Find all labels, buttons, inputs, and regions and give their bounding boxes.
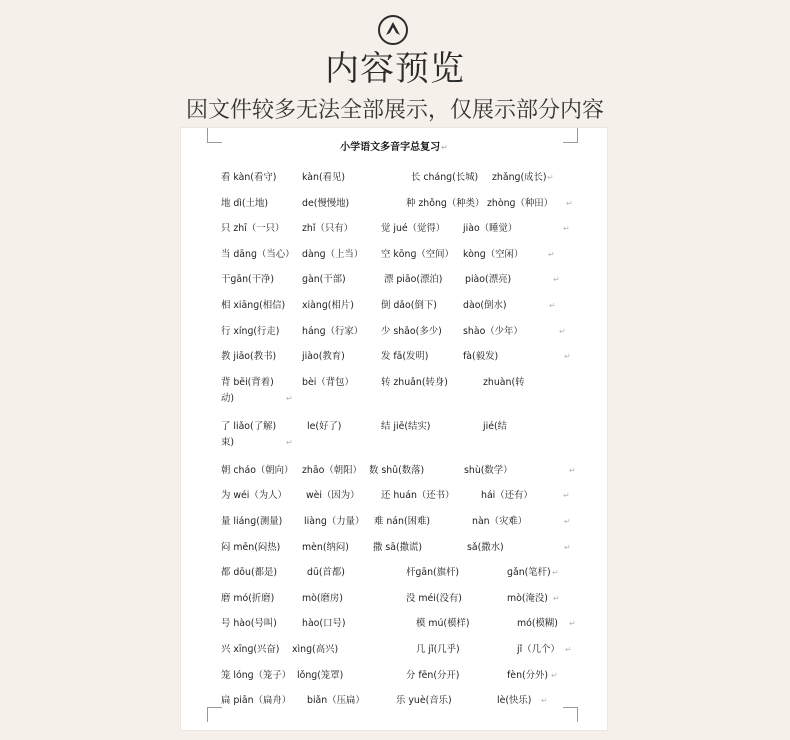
- preview-header: [0, 0, 790, 130]
- paragraph-mark: ↵: [549, 300, 556, 310]
- list-cell: 号 hào(号叫): [221, 618, 277, 630]
- list-cell: 结 jiē(结实): [381, 420, 431, 432]
- list-cell: sǎ(撒水): [467, 541, 504, 553]
- page-title: 内容预览: [325, 49, 465, 89]
- list-item: [221, 348, 601, 374]
- list-cell: fà(毅发): [463, 351, 499, 363]
- list-cell: hái（还有）: [481, 490, 533, 502]
- list-cell: lè(快乐): [497, 695, 532, 707]
- list-item: [221, 418, 601, 462]
- logo-icon: [378, 15, 408, 45]
- paragraph-mark: ↵: [553, 275, 560, 285]
- page-subtitle: 因文件较多无法全部展示，仅展示部分内容: [185, 98, 604, 123]
- list-cell: 闷 mēn(闷热): [221, 541, 281, 553]
- paragraph-mark: ↵: [564, 516, 571, 526]
- list-item: [221, 323, 601, 349]
- list-cell: 漂 piāo(漂泊): [384, 274, 443, 286]
- document-title-text: 小学语文多音字总复习: [340, 142, 441, 153]
- paragraph-mark: ↵: [541, 696, 548, 706]
- list-cell: zhāo（朝阳）: [302, 464, 362, 476]
- list-cell: nàn（灾难）: [472, 515, 528, 527]
- list-cell: 杆ɡān(旗杆): [406, 567, 460, 579]
- list-cell: 模 mú(模样): [416, 618, 470, 630]
- list-cell: 乐 yuè(音乐): [396, 695, 452, 707]
- list-cell: zhònɡ（种田）: [487, 197, 553, 209]
- list-cell: hào(口号): [302, 618, 346, 630]
- list-item: [221, 615, 601, 641]
- list-cell: fèn(分外): [507, 669, 549, 681]
- list-cell: dào(倒水): [463, 299, 507, 311]
- list-cell: de(慢慢地): [302, 197, 350, 209]
- list-item: [221, 692, 601, 718]
- list-item: [221, 667, 601, 693]
- list-cell: 撒 sā(撒谎): [373, 541, 423, 553]
- list-item: [221, 297, 601, 323]
- paragraph-mark: ↵: [441, 143, 448, 152]
- page-corner-bottom-left: [207, 707, 222, 722]
- list-cell: 教 jiāo(教书): [221, 351, 277, 363]
- list-cell: 了 liǎo(了解): [221, 420, 277, 432]
- list-cell: 种 zhǒnɡ（种类）: [406, 197, 485, 209]
- list-cell: mó(模糊): [517, 618, 558, 630]
- list-cell: 看 kàn(看守): [221, 172, 277, 183]
- list-cell: le(好了): [307, 420, 342, 432]
- paragraph-mark: ↵: [569, 619, 576, 629]
- list-cell: 觉 jué（觉得）: [381, 223, 446, 235]
- list-cell: jié(结: [483, 420, 508, 432]
- list-item: [221, 195, 601, 221]
- list-cell: 只 zhī（一只）: [221, 223, 285, 235]
- list-cell: 朝 cháo（朝向）: [221, 464, 294, 476]
- list-cell: mò(磨房): [302, 592, 343, 604]
- list-cell: piào(漂亮): [465, 274, 512, 286]
- list-cell: 当 dānɡ（当心）: [221, 248, 295, 260]
- list-cell: 少 shǎo(多少): [381, 325, 442, 337]
- list-cell: zhuàn(转: [483, 376, 525, 388]
- list-item: [221, 539, 601, 565]
- list-cell: shù(数学）: [464, 464, 513, 476]
- list-cell: liànɡ（力量）: [304, 515, 365, 527]
- list-item: [221, 564, 601, 590]
- list-cell: 干ɡān(干净): [221, 274, 275, 286]
- paragraph-mark: ↵: [566, 198, 573, 208]
- list-item: [221, 246, 601, 272]
- list-item: [221, 513, 601, 539]
- paragraph-mark: ↵: [565, 644, 572, 654]
- list-cell: 兴 xīnɡ(兴奋): [221, 643, 280, 655]
- list-cell: jiào(教育): [302, 351, 345, 363]
- list-cell: 倒 dǎo(倒下): [381, 299, 437, 311]
- list-cell: biǎn（压扁）: [307, 695, 365, 707]
- paragraph-mark: ↵: [559, 326, 566, 336]
- list-item: [221, 641, 601, 667]
- list-cell: 为 wéi（为人）: [221, 490, 287, 502]
- list-item: [221, 462, 601, 488]
- list-cell: wèi（因为）: [306, 490, 360, 502]
- list-cell: xìnɡ(高兴): [292, 643, 339, 655]
- list-cell: 量 liánɡ(测量): [221, 515, 283, 527]
- list-cell: zhǎnɡ(成长): [492, 172, 547, 183]
- list-cell: kàn(看见): [302, 172, 346, 183]
- polyphone-list: [221, 169, 601, 718]
- list-cell: 空 kōnɡ（空间）: [381, 248, 454, 260]
- document-title: [181, 138, 607, 153]
- list-cell: 难 nán(困难): [374, 515, 431, 527]
- paragraph-mark: ↵: [564, 542, 571, 552]
- list-cell: 行 xínɡ(行走): [221, 325, 280, 337]
- list-cell: ɡǎn(笔杆): [507, 567, 551, 579]
- list-cell: 数 shǔ(数落): [369, 464, 425, 476]
- list-cell: bèi（背包）: [302, 376, 354, 388]
- list-cell: dànɡ（上当）: [302, 248, 364, 260]
- list-cell: dū(首都): [307, 567, 345, 579]
- list-cell: 长 chánɡ(长城): [411, 172, 479, 183]
- list-cell: 相 xiānɡ(相信): [221, 299, 286, 311]
- list-item: [221, 220, 601, 246]
- list-cell: jiào（睡觉）: [463, 223, 518, 235]
- list-cell: shào（少年）: [463, 325, 523, 337]
- list-cell: 笼 lónɡ（笼子）: [221, 669, 292, 681]
- list-cell: mèn(纳闷): [302, 541, 349, 553]
- list-cell: kònɡ（空闲）: [463, 248, 524, 260]
- list-cell: 还 huán（还书）: [381, 490, 455, 502]
- paragraph-mark: ↵: [547, 173, 554, 182]
- list-cell: 分 fēn(分开): [406, 669, 460, 681]
- list-cell: mò(淹没): [507, 592, 548, 604]
- list-item: [221, 374, 601, 418]
- paragraph-mark: ↵: [563, 224, 570, 234]
- list-item: [221, 487, 601, 513]
- list-item: [221, 590, 601, 616]
- paragraph-mark: ↵: [551, 670, 558, 680]
- list-item: [221, 271, 601, 297]
- list-cell: hánɡ（行家）: [302, 325, 364, 337]
- paragraph-mark: ↵: [553, 593, 560, 603]
- list-cell: 没 méi(没有): [406, 592, 462, 604]
- wrapped-cell-text: 动) ↵: [221, 392, 293, 404]
- paragraph-mark: ↵: [563, 491, 570, 501]
- list-item: [221, 169, 601, 195]
- list-cell: 背 bēi(背着): [221, 376, 274, 388]
- list-cell: ɡàn(干部): [302, 274, 346, 286]
- list-cell: 转 zhuǎn(转身): [381, 376, 448, 388]
- list-cell: 扁 piān（扁舟）: [221, 695, 292, 707]
- paragraph-mark: ↵: [548, 249, 555, 259]
- list-cell: 几 jǐ(几乎): [416, 643, 460, 655]
- paragraph-mark: ↵: [552, 568, 559, 578]
- list-cell: lǒnɡ(笼罩): [297, 669, 344, 681]
- list-cell: 发 fā(发明): [381, 351, 429, 363]
- list-cell: 磨 mó(折磨): [221, 592, 275, 604]
- list-cell: xiànɡ(相片): [302, 299, 354, 311]
- document-preview: [181, 128, 607, 730]
- paragraph-mark: ↵: [569, 465, 576, 475]
- list-cell: zhǐ（只有）: [302, 223, 353, 235]
- paragraph-mark: ↵: [564, 352, 571, 362]
- list-cell: jǐ（几个）: [517, 643, 560, 655]
- list-cell: 地 dì(土地): [221, 197, 268, 209]
- list-cell: 都 dōu(都是): [221, 567, 278, 579]
- wrapped-cell-text: 束) ↵: [221, 436, 293, 448]
